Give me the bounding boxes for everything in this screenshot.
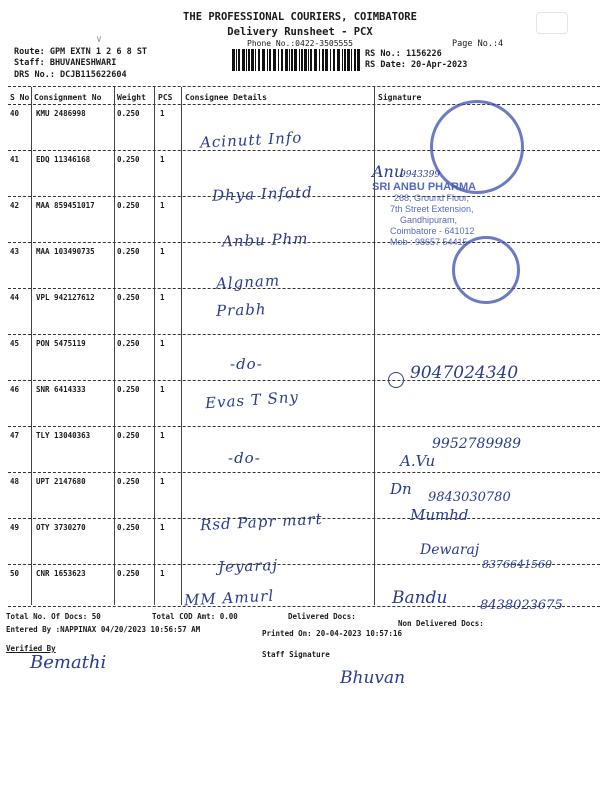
row-consignment-no: SNR 6414333 (36, 385, 86, 394)
name-49: Dewaraj (420, 542, 480, 558)
route: Route: GPM EXTN 1 2 6 8 ST (14, 47, 148, 57)
table-row (0, 381, 600, 427)
row-pcs: 1 (160, 109, 165, 118)
row-sno: 42 (10, 201, 20, 210)
verified-by-label: Verified By (6, 644, 56, 653)
row-sno: 49 (10, 523, 20, 532)
rs-date: RS Date: 20-Apr-2023 (365, 60, 468, 70)
phone-50: 8438023675 (480, 598, 563, 613)
check-mark-icon: ∨ (96, 34, 103, 45)
row-weight: 0.250 (117, 385, 140, 394)
stamp-line1: 268, Ground Floor, (394, 193, 470, 203)
stamp-line3: Gandhipuram, (400, 215, 458, 225)
row-consignment-no: PON 5475119 (36, 339, 86, 348)
row-pcs: 1 (160, 477, 165, 486)
row-pcs: 1 (160, 569, 165, 578)
printed-on: Printed On: 20-04-2023 10:57:16 (262, 629, 402, 638)
row-consignee: Rsd Papr mart (199, 509, 324, 535)
staff-signature-label: Staff Signature (262, 650, 330, 659)
phone-49: 8376641560 (482, 558, 552, 571)
row-weight: 0.250 (117, 155, 140, 164)
row-pcs: 1 (160, 293, 165, 302)
row-pcs: 1 (160, 523, 165, 532)
row-consignee: Algnam (215, 271, 281, 293)
row-weight: 0.250 (117, 201, 140, 210)
total-cod: Total COD Amt: 0.00 (152, 612, 238, 621)
row-weight: 0.250 (117, 247, 140, 256)
barcode-icon (232, 49, 360, 71)
staff-name: Staff: BHUVANESHWARI (14, 58, 117, 68)
row-weight: 0.250 (117, 569, 140, 578)
row-pcs: 1 (160, 247, 165, 256)
row-consignee: -do- (230, 355, 263, 373)
row-sno: 40 (10, 109, 20, 118)
row-pcs: 1 (160, 385, 165, 394)
row-pcs: 1 (160, 339, 165, 348)
stamp-line4: Coimbatore - 641012 (390, 226, 475, 236)
row-consignee: Jeyaraj (217, 555, 279, 577)
row-consignee: Prabh (215, 300, 267, 320)
phone-47: 9952789989 (432, 436, 522, 452)
stamp-line5: Mob : 98657 54415 (390, 237, 468, 247)
table-row (0, 289, 600, 335)
row-consignee: -do- (228, 449, 261, 467)
row-consignment-no: KMU 2486998 (36, 109, 86, 118)
row-consignment-no: EDQ 11346168 (36, 155, 91, 164)
phone-48: 9843030780 (428, 490, 511, 505)
row-pcs: 1 (160, 155, 165, 164)
row-sno: 44 (10, 293, 20, 302)
row-consignment-no: MAA 859451017 (36, 201, 95, 210)
row-consignment-no: OTY 3730270 (36, 523, 86, 532)
row-weight: 0.250 (117, 339, 140, 348)
col-weight: Weight (117, 93, 146, 102)
row-weight: 0.250 (117, 431, 140, 440)
row-sno: 48 (10, 477, 20, 486)
company-title: THE PROFESSIONAL COURIERS, COIMBATORE (183, 11, 417, 23)
stamp-line2: 7th Street Extension, (390, 204, 474, 214)
row-consignment-no: CNR 1653623 (36, 569, 86, 578)
row-consignee: Anbu Phm (221, 229, 309, 251)
circle-mark-icon (388, 372, 404, 388)
phone-45: 9047024340 (410, 363, 519, 383)
name-48: Mumhd (410, 506, 469, 524)
row-weight: 0.250 (117, 293, 140, 302)
signature-48: Dn (390, 480, 412, 498)
table-row (0, 197, 600, 251)
col-consignee: Consignee Details (185, 93, 267, 102)
row-consignment-no: MAA 103490735 (36, 247, 95, 256)
drs-number: DRS No.: DCJB115622604 (14, 70, 127, 80)
row-pcs: 1 (160, 201, 165, 210)
col-signature: Signature (378, 93, 422, 102)
runsheet-title: Delivery Runsheet - PCX (227, 26, 373, 38)
row-sno: 46 (10, 385, 20, 394)
delivered-docs: Delivered Docs: (288, 612, 356, 621)
phone-number: Phone No.:0422-3505555 (247, 39, 353, 48)
name-50: Bandu (392, 588, 448, 608)
company-seal-top-icon (430, 100, 524, 194)
row-sno: 45 (10, 339, 20, 348)
row-consignee: Acinutt Info (199, 128, 303, 152)
staff-signature: Bhuvan (340, 668, 406, 688)
total-docs: Total No. Of Docs: 50 (6, 612, 101, 621)
phone-41: 9943399 (400, 170, 441, 180)
page-number: Page No.:4 (452, 39, 504, 49)
pencil-scribble-icon (536, 12, 568, 34)
row-sno: 43 (10, 247, 20, 256)
row-sno: 50 (10, 569, 20, 578)
row-consignment-no: VPL 942127612 (36, 293, 95, 302)
row-sno: 41 (10, 155, 20, 164)
rs-number: RS No.: 1156226 (365, 49, 442, 59)
row-weight: 0.250 (117, 523, 140, 532)
row-sno: 47 (10, 431, 20, 440)
row-weight: 0.250 (117, 477, 140, 486)
verifier-signature: Bemathi (30, 652, 107, 673)
row-consignment-no: UPT 2147680 (36, 477, 86, 486)
col-sno: S No (10, 93, 30, 102)
col-pcs: PCS (158, 93, 173, 102)
row-consignee: Dhya Infotd (211, 183, 313, 205)
row-weight: 0.250 (117, 109, 140, 118)
row-consignment-no: TLY 13040363 (36, 431, 91, 440)
row-pcs: 1 (160, 431, 165, 440)
stamp-name: SRI ANBU PHARMA (372, 181, 477, 193)
pharma-stamp (372, 182, 476, 248)
row-consignee: MM Amurl (183, 586, 275, 610)
col-consignment: Consignment No (34, 93, 102, 102)
non-delivered-docs: Non Delivered Docs: (398, 619, 484, 628)
signature-41: Anu (372, 162, 405, 181)
name-47: A.Vu (400, 452, 436, 470)
row-consignee: Evas T Sny (204, 387, 300, 413)
entered-by: Entered By :NAPPINAX 04/20/2023 10:56:57 AM (6, 625, 201, 634)
